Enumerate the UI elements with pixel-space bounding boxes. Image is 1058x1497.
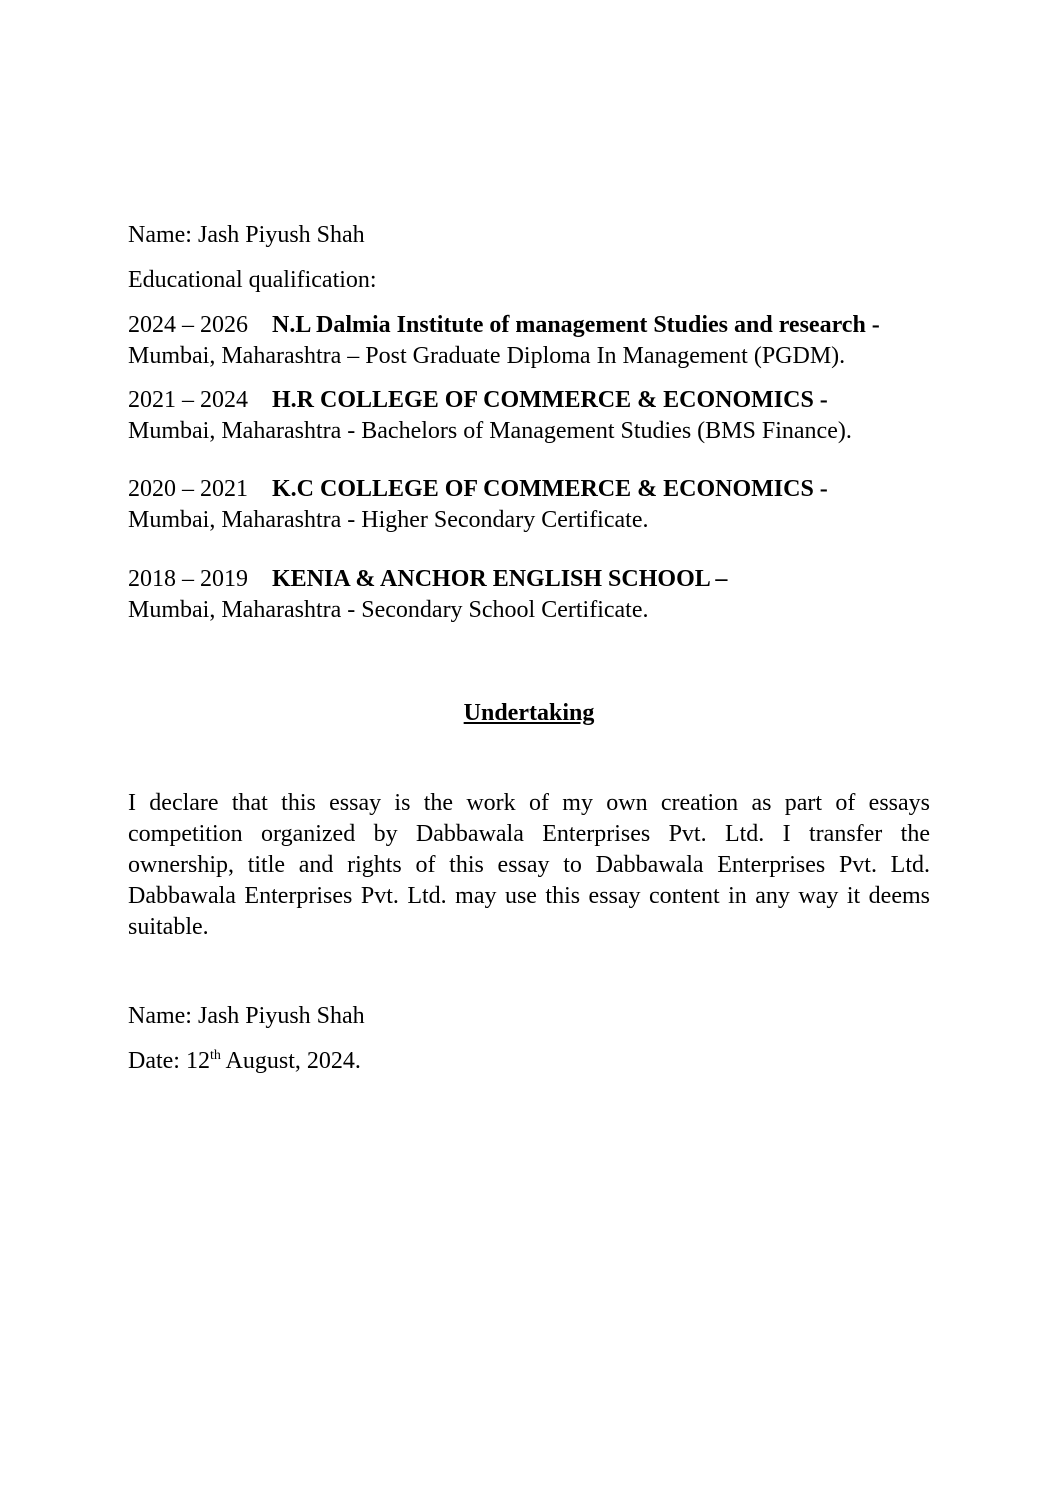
undertaking-heading: Undertaking	[463, 700, 595, 726]
date-line	[128, 1046, 361, 1077]
education-institution: KENIA & ANCHOR ENGLISH SCHOOL –	[272, 566, 728, 592]
applicant-name: Name: Jash Piyush Shah	[128, 222, 365, 248]
education-entry-heading	[128, 564, 727, 595]
education-institution: H.R COLLEGE OF COMMERCE & ECONOMICS -	[272, 387, 828, 413]
date-suffix: August, 2024.	[220, 1048, 361, 1074]
education-detail: Mumbai, Maharashtra - Higher Secondary Certificate.	[128, 507, 649, 533]
education-years: 2020 – 2021	[128, 476, 248, 502]
education-detail: Mumbai, Maharashtra - Secondary School Certificate.	[128, 597, 649, 623]
signature-name: Name: Jash Piyush Shah	[128, 1003, 365, 1029]
education-years: 2018 – 2019	[128, 566, 248, 592]
educational-qualification-title: Educational qualification:	[128, 267, 377, 293]
education-entry-heading	[128, 474, 828, 505]
education-entry-heading	[128, 310, 880, 341]
education-institution: N.L Dalmia Institute of management Studies and research -	[272, 312, 880, 338]
education-years: 2021 – 2024	[128, 387, 248, 413]
education-years: 2024 – 2026	[128, 312, 248, 338]
education-detail: Mumbai, Maharashtra – Post Graduate Diploma In Management (PGDM).	[128, 343, 846, 369]
date-prefix: Date: 12	[128, 1048, 210, 1074]
date-ordinal-suffix: th	[209, 1048, 221, 1063]
education-institution: K.C COLLEGE OF COMMERCE & ECONOMICS -	[272, 476, 828, 502]
education-entry-heading	[128, 385, 828, 416]
education-detail: Mumbai, Maharashtra - Bachelors of Management Studies (BMS Finance).	[128, 418, 852, 444]
undertaking-paragraph: I declare that this essay is the work of my own creation as part of essays competition organized by Dabbawala Enterprises Pvt. Ltd. I transfer the ownership, title and rights of this essay to Dabbawala Enterprises Pvt. Ltd. Dabbawala Enterprises Pvt. Ltd. may use this essay content in any way it deems suitable.	[128, 790, 930, 940]
